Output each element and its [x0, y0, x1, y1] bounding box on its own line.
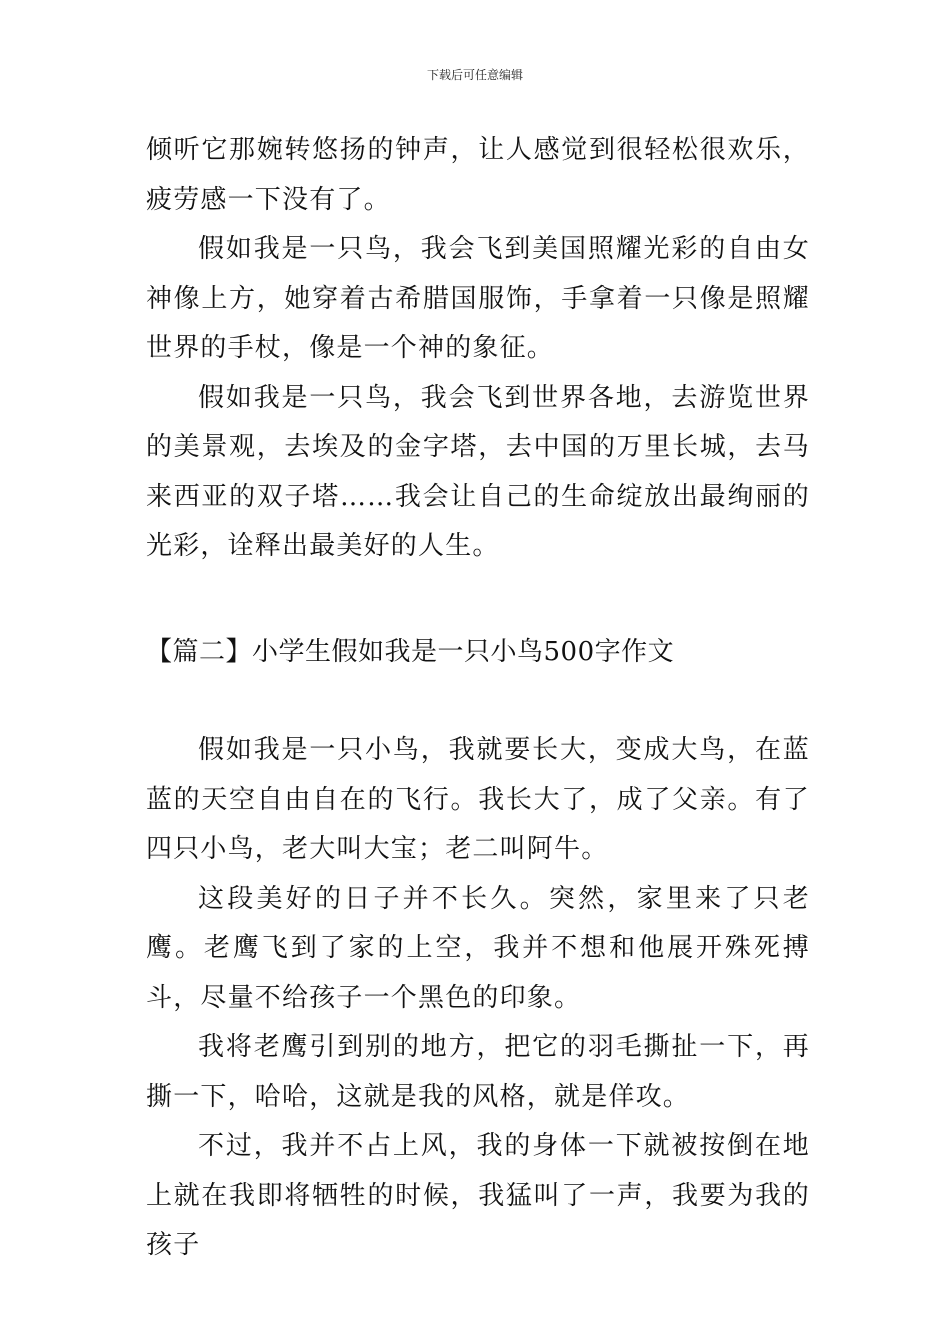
paragraph: 不过，我并不占上风，我的身体一下就被按倒在地上就在我即将牺牲的时候，我猛叫了一声，我要为我的孩子 — [146, 1131, 810, 1260]
paragraph: 假如我是一只小鸟，我就要长大，变成大鸟，在蓝蓝的天空自由自在的飞行。我长大了，成了父亲。有了四只小鸟，老大叫大宝；老二叫阿牛。 — [146, 735, 810, 864]
paragraph-continued: 倾听它那婉转悠扬的钟声，让人感觉到很轻松很欢乐，疲劳感一下没有了。 — [146, 135, 810, 215]
header-note: 下载后可任意编辑 — [426, 68, 523, 82]
paragraph: 假如我是一只鸟，我会飞到世界各地，去游览世界的美景观，去埃及的金字塔，去中国的万里长城，去马来西亚的双子塔……我会让自己的生命绽放出最绚丽的光彩，诠释出最美好的人生。 — [146, 382, 810, 561]
paragraph: 假如我是一只鸟，我会飞到美国照耀光彩的自由女神像上方，她穿着古希腊国服饰，手拿着一只像是照耀世界的手杖，像是一个神的象征。 — [146, 234, 810, 363]
paragraph: 这段美好的日子并不长久。突然，家里来了只老鹰。老鹰飞到了家的上空，我并不想和他展开殊死搏斗，尽量不给孩子一个黑色的印象。 — [146, 883, 810, 1013]
paragraph: 我将老鹰引到别的地方，把它的羽毛撕扯一下，再撕一下，哈哈，这就是我的风格，就是佯攻。 — [146, 1032, 810, 1112]
section-heading: 【篇二】小学生假如我是一只小鸟500字作文 — [146, 636, 675, 667]
article-body — [146, 126, 810, 1271]
